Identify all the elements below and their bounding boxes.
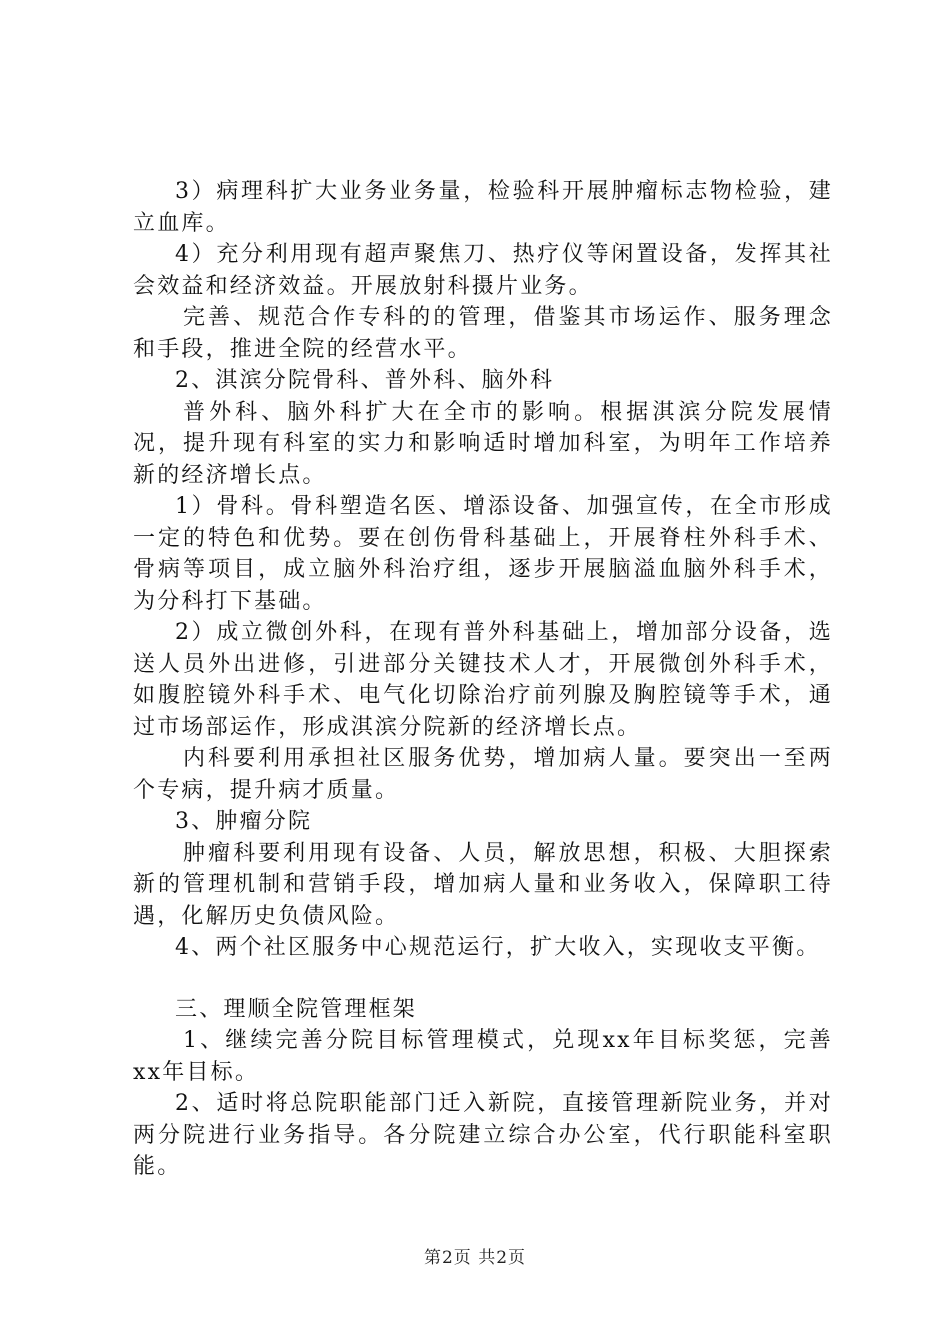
paragraph-gap <box>133 964 833 994</box>
page-footer: 第2页 共2页 <box>423 1248 527 1268</box>
section-heading-management: 三、理顺全院管理框架 <box>175 996 418 1022</box>
section-heading-qibin: 2、淇滨分院骨科、普外科、脑外科 <box>175 368 555 393</box>
paragraph-3: 完善、规范合作专科的的管理，借鉴其市场运作、服务理念和手段，推进全院的经营水平。 <box>133 305 833 362</box>
section-heading-tumor: 3、肿瘤分院 <box>175 809 313 834</box>
paragraph-1: 3）病理科扩大业务业务量，检验科开展肿瘤标志物检验，建立血库。 <box>133 179 833 236</box>
paragraph-10: 肿瘤科要利用现有设备、人员，解放思想，积极、大胆探索新的管理机制和营销手段，增加病人量和业务收入，保障职工待遇，化解历史负债风险。 <box>133 840 833 929</box>
paragraph-14: 2、适时将总院职能部门迁入新院，直接管理新院业务，并对两分院进行业务指导。各分院建立综合办公室，代行职能科室职能。 <box>133 1091 833 1179</box>
paragraph-6: 1）骨科。骨科塑造名医、增添设备、加强宣传，在全市形成一定的特色和优势。要在创伤骨科基础上，开展脊柱外科手术、骨病等项目，成立脑外科治疗组，逐步开展脑溢血脑外科手术，为分科打下基础。 <box>133 494 833 614</box>
paragraph-7: 2）成立微创外科，在现有普外科基础上，增加部分设备，选送人员外出进修，引进部分关键技术人才，开展微创外科手术，如腹腔镜外科手术、电气化切除治疗前列腺及胸腔镜等手术，通过市场部运作，形成淇滨分院新的经济增长点。 <box>133 620 833 740</box>
paragraph-13: 1、继续完善分院目标管理模式，兑现xx年目标奖惩，完善xx年目标。 <box>133 1028 833 1085</box>
document-body <box>133 176 833 1183</box>
paragraph-5: 普外科、脑外科扩大在全市的影响。根据淇滨分院发展情况，提升现有科室的实力和影响适时增加科室，为明年工作培养新的经济增长点。 <box>133 399 833 488</box>
paragraph-2: 4）充分利用现有超声聚焦刀、热疗仪等闲置设备，发挥其社会效益和经济效益。开展放射科摄片业务。 <box>133 242 833 299</box>
paragraph-8: 内科要利用承担社区服务优势，增加病人量。要突出一至两个专病，提升病才质量。 <box>133 746 833 803</box>
paragraph-11: 4、两个社区服务中心规范运行，扩大收入，实现收支平衡。 <box>175 935 821 960</box>
